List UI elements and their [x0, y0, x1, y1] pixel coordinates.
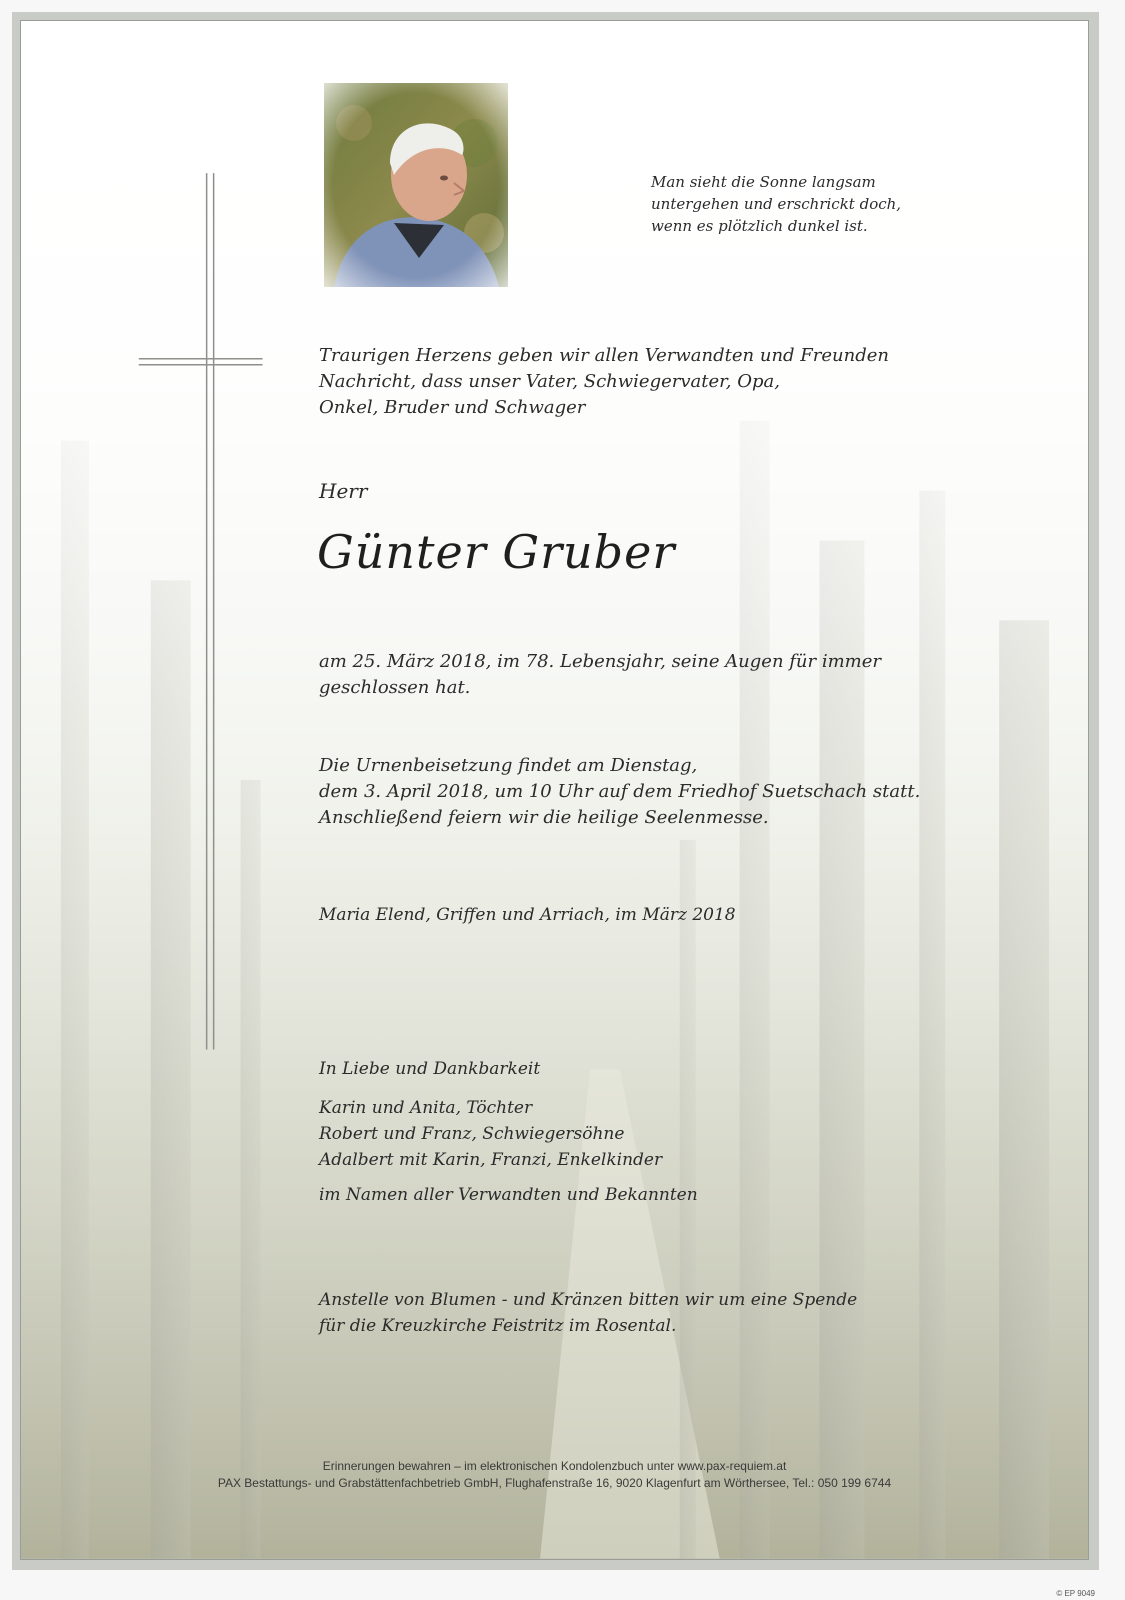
intro-line: Nachricht, dass unser Vater, Schwiegervater, Opa,	[319, 371, 780, 392]
portrait-photo	[324, 83, 508, 287]
footer-condolence-line: Erinnerungen bewahren – im elektronischen Kondolenzbuch unter www.pax-requiem.at	[322, 1459, 787, 1473]
death-line: geschlossen hat.	[319, 677, 471, 698]
funeral-line: Die Urnenbeisetzung findet am Dienstag,	[319, 755, 698, 776]
quote-line: untergehen und erschrickt doch,	[651, 195, 902, 213]
quote-line: Man sieht die Sonne langsam	[651, 173, 876, 191]
donation-line: Anstelle von Blumen - und Kränzen bitten wir um eine Spende	[319, 1290, 858, 1310]
intro-line: Onkel, Bruder und Schwager	[319, 397, 586, 418]
portrait-image	[324, 83, 508, 287]
print-code: © EP 9049	[1056, 1589, 1095, 1598]
death-line: am 25. März 2018, im 78. Lebensjahr, seine Augen für immer	[319, 651, 881, 672]
family-member: Adalbert mit Karin, Franzi, Enkelkinder	[319, 1150, 663, 1170]
donation-request	[319, 1287, 857, 1339]
on-behalf-line: im Namen aller Verwandten und Bekannten	[319, 1185, 698, 1205]
closing-phrase: In Liebe und Dankbarkeit	[319, 1059, 541, 1079]
funeral-line: dem 3. April 2018, um 10 Uhr auf dem Friedhof Suetschach statt.	[319, 781, 921, 802]
donation-line: für die Kreuzkirche Feistritz im Rosental.	[319, 1316, 677, 1336]
deceased-title: Herr	[319, 479, 368, 503]
announcement-intro	[319, 343, 889, 421]
funeral-details	[319, 753, 920, 831]
inner-frame	[20, 20, 1089, 1560]
family-list	[319, 1095, 662, 1173]
quote-line: wenn es plötzlich dunkel ist.	[651, 217, 868, 235]
footer	[21, 1458, 1088, 1492]
memorial-quote	[651, 171, 911, 237]
place-and-date: Maria Elend, Griffen und Arriach, im März 2018	[319, 905, 736, 925]
footer-company-line: PAX Bestattungs- und Grabstättenfachbetrieb GmbH, Flughafenstraße 16, 9020 Klagenfurt am Wörthersee, Tel.: 050 199 6744	[217, 1476, 892, 1490]
deceased-name: Günter Gruber	[317, 525, 676, 579]
funeral-line: Anschließend feiern wir die heilige Seelenmesse.	[319, 807, 769, 828]
family-member: Robert und Franz, Schwiegersöhne	[319, 1124, 625, 1144]
intro-line: Traurigen Herzens geben wir allen Verwandten und Freunden	[319, 345, 889, 366]
death-notice	[319, 649, 881, 701]
family-member: Karin und Anita, Töchter	[319, 1098, 533, 1118]
